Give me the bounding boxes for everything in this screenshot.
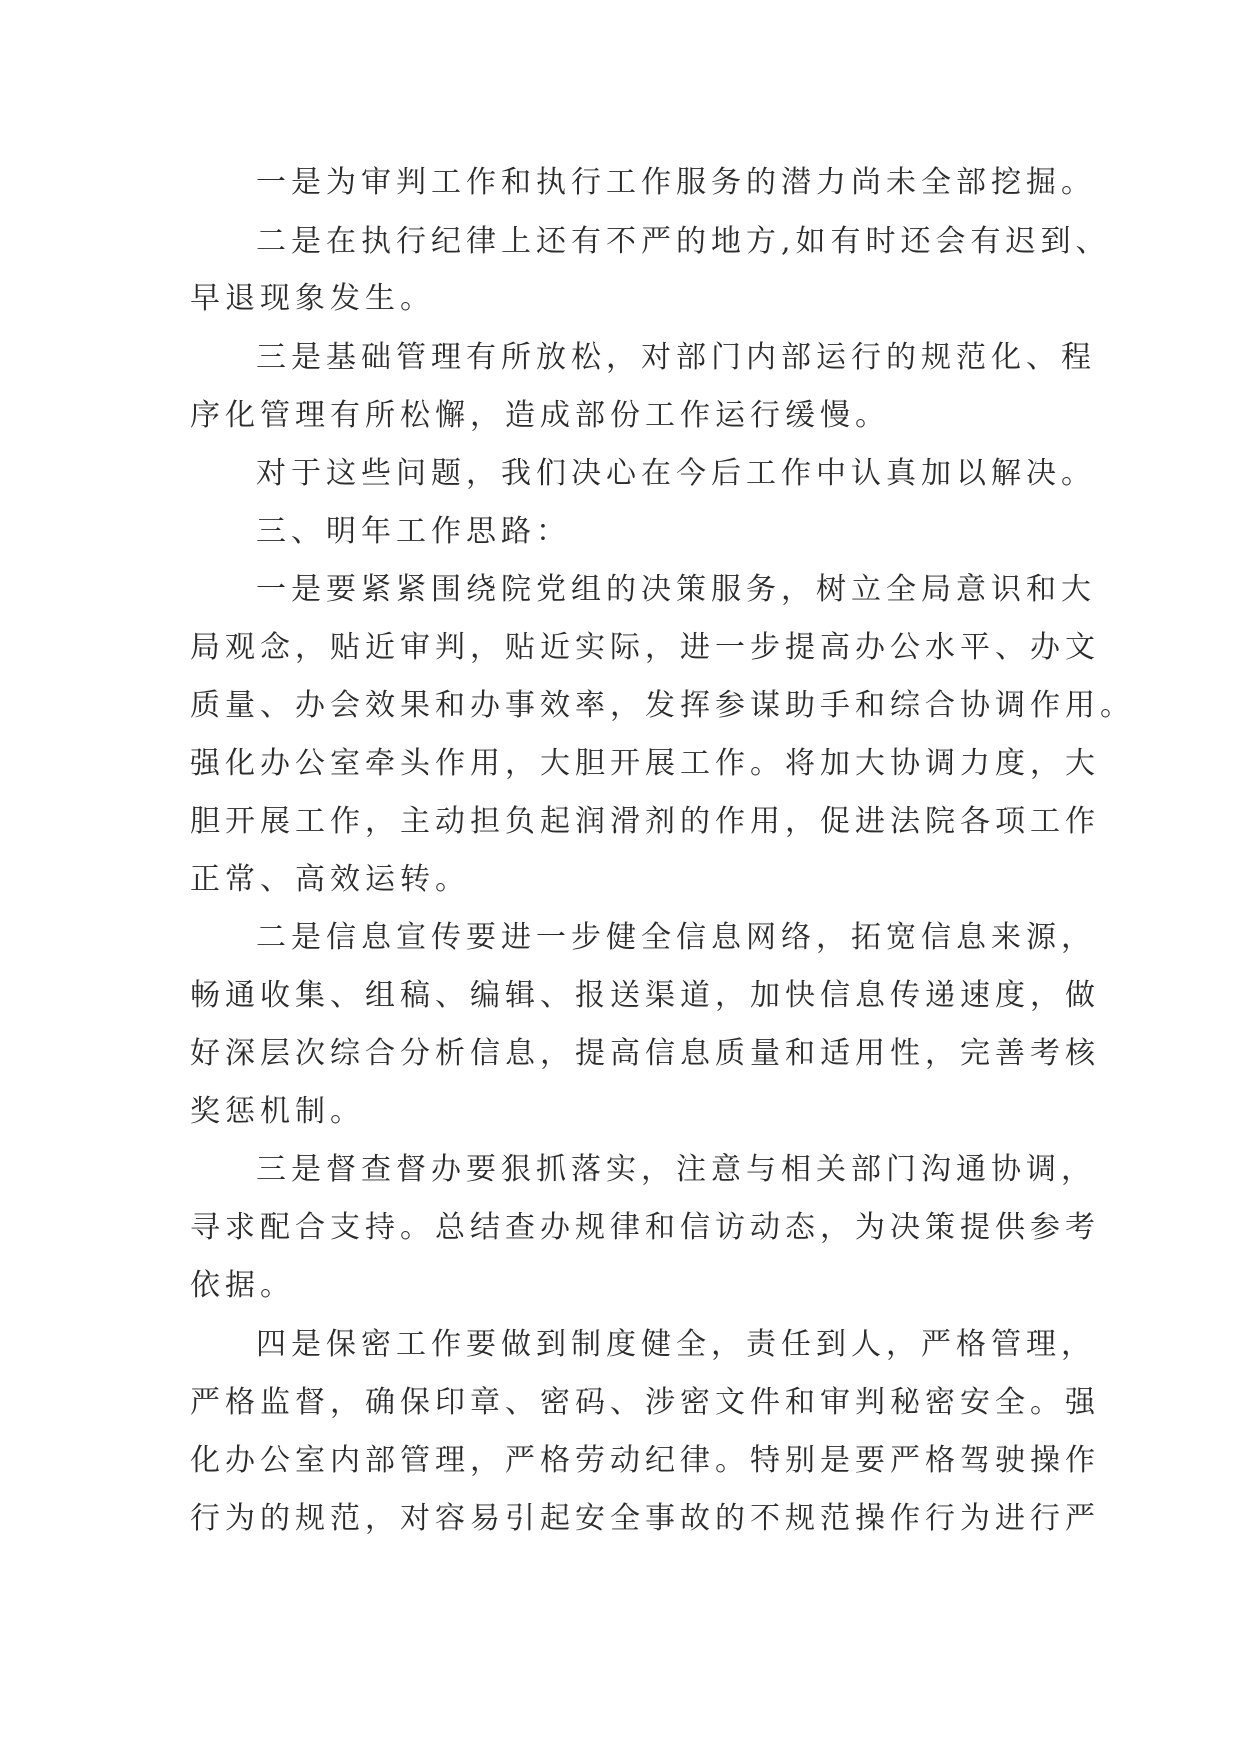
text-line-2: 二是在执行纪律上还有不严的地方,如有时还会有迟到、 <box>256 224 1111 259</box>
text-line-6: 对于这些问题，我们决心在今后工作中认真加以解决。 <box>256 456 1096 491</box>
text-line-5: 序化管理有所松懈，造成部份工作运行缓慢。 <box>190 398 890 433</box>
text-line-21: 四是保密工作要做到制度健全，责任到人，严格管理， <box>256 1327 1096 1362</box>
text-line-19: 寻求配合支持。总结查办规律和信访动态，为决策提供参考 <box>190 1210 1100 1245</box>
text-line-20: 依据。 <box>190 1268 295 1303</box>
text-line-1: 一是为审判工作和执行工作服务的潜力尚未全部挖掘。 <box>256 165 1096 200</box>
text-line-18: 三是督查督办要狠抓落实，注意与相关部门沟通协调， <box>256 1152 1096 1187</box>
section-heading: 三、明年工作思路： <box>256 514 571 549</box>
text-line-23: 化办公室内部管理，严格劳动纪律。特别是要严格驾驶操作 <box>190 1443 1100 1478</box>
text-line-3: 早退现象发生。 <box>190 281 435 316</box>
text-line-17: 奖惩机制。 <box>190 1094 365 1129</box>
text-line-15: 畅通收集、组稿、编辑、报送渠道，加快信息传递速度，做 <box>190 978 1100 1013</box>
text-line-14: 二是信息宣传要进一步健全信息网络，拓宽信息来源， <box>256 920 1096 955</box>
text-line-11: 强化办公室牵头作用，大胆开展工作。将加大协调力度，大 <box>190 746 1100 781</box>
text-line-22: 严格监督，确保印章、密码、涉密文件和审判秘密安全。强 <box>190 1385 1100 1420</box>
text-line-13: 正常、高效运转。 <box>190 862 470 897</box>
text-line-12: 胆开展工作，主动担负起润滑剂的作用，促进法院各项工作 <box>190 804 1100 839</box>
text-line-8: 一是要紧紧围绕院党组的决策服务，树立全局意识和大 <box>256 572 1096 607</box>
text-line-9: 局观念，贴近审判，贴近实际，进一步提高办公水平、办文 <box>190 630 1100 665</box>
text-line-24: 行为的规范，对容易引起安全事故的不规范操作行为进行严 <box>190 1501 1100 1536</box>
text-line-10: 质量、办会效果和办事效率，发挥参谋助手和综合协调作用。 <box>190 688 1135 723</box>
text-line-16: 好深层次综合分析信息，提高信息质量和适用性，完善考核 <box>190 1036 1100 1071</box>
text-line-4: 三是基础管理有所放松，对部门内部运行的规范化、程 <box>256 340 1096 375</box>
